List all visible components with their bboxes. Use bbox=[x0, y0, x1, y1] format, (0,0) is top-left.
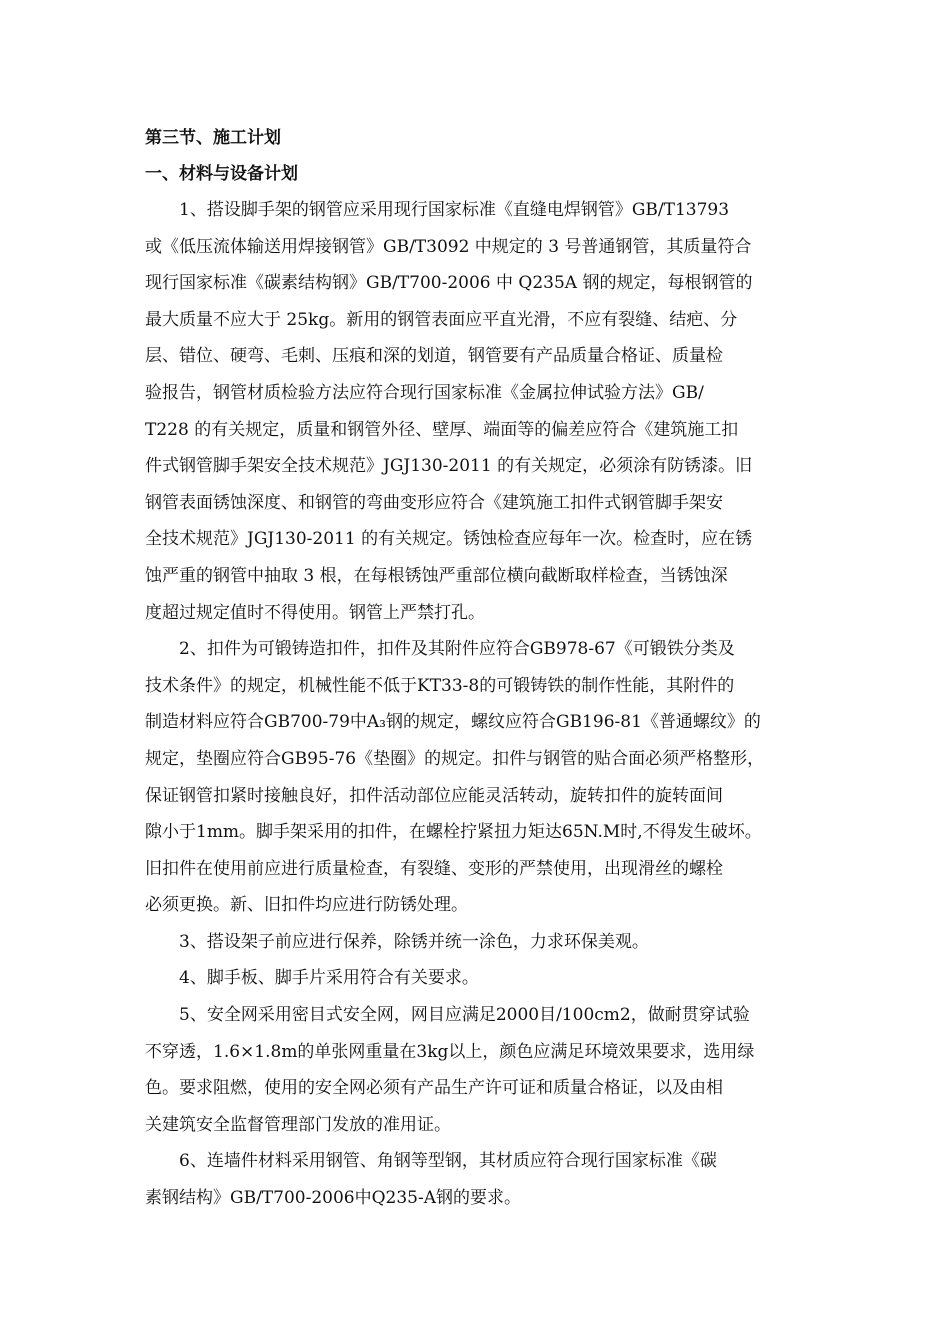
paragraph-line: 1、搭设脚手架的钢管应采用现行国家标准《直缝电焊钢管》GB/T13793 bbox=[179, 200, 730, 220]
paragraph-line: 规定，垫圈应符合GB95-76《垫圈》的规定。扣件与钢管的贴合面必须严格整形， bbox=[145, 748, 765, 769]
paragraph-1 bbox=[145, 192, 825, 631]
paragraph-line: 技术条件》的规定，机械性能不低于KT33-8的可锻铸铁的制作性能，其附件的 bbox=[145, 675, 735, 696]
paragraph-line: 4、脚手板、脚手片采用符合有关要求。 bbox=[179, 968, 479, 989]
paragraph-line: 素钢结构》GB/T700-2006中Q235-A钢的要求。 bbox=[145, 1188, 521, 1209]
paragraph-line: 隙小于1mm。脚手架采用的扣件，在螺栓拧紧扭力矩达65N.M时,不得发生破坏。 bbox=[145, 822, 762, 843]
paragraph-line: 制造材料应符合GB700-79中A₃钢的规定，螺纹应符合GB196-81《普通螺纹》的 bbox=[145, 712, 761, 733]
paragraph-line: 度超过规定值时不得使用。钢管上严禁打孔。 bbox=[145, 602, 485, 623]
paragraph-line: 色。要求阻燃，使用的安全网必须有产品生产许可证和质量合格证，以及由相 bbox=[145, 1078, 723, 1099]
subsection-title: 一、材料与设备计划 bbox=[145, 164, 298, 184]
paragraph-line: 必须更换。新、旧扣件均应进行防锈处理。 bbox=[145, 895, 468, 916]
paragraph-6 bbox=[145, 1143, 825, 1216]
paragraph-line: 件式钢管脚手架安全技术规范》JGJ130-2011 的有关规定，必须涂有防锈漆。旧 bbox=[145, 456, 753, 477]
paragraph-line: 关建筑安全监督管理部门发放的准用证。 bbox=[145, 1114, 451, 1135]
paragraph-line: 全技术规范》JGJ130-2011 的有关规定。锈蚀检查应每年一次。检查时，应在锈 bbox=[145, 529, 753, 550]
paragraph-line: 或《低压流体输送用焊接钢管》GB/T3092 中规定的 3 号普通钢管，其质量符合 bbox=[145, 236, 752, 257]
paragraph-3 bbox=[145, 924, 825, 961]
paragraph-line: 5、安全网采用密目式安全网，网目应满足2000目/100cm2，做耐贯穿试验 bbox=[179, 1005, 750, 1026]
paragraph-line: 最大质量不应大于 25kg。新用的钢管表面应平直光滑，不应有裂缝、结疤、分 bbox=[145, 309, 738, 330]
paragraph-5 bbox=[145, 997, 825, 1143]
paragraph-line: 现行国家标准《碳素结构钢》GB/T700-2006 中 Q235A 钢的规定，每根钢管的 bbox=[145, 273, 753, 294]
paragraph-line: 2、扣件为可锻铸造扣件，扣件及其附件应符合GB978-67《可锻铁分类及 bbox=[179, 639, 735, 660]
paragraph-2 bbox=[145, 631, 825, 924]
section-title: 第三节、施工计划 bbox=[145, 128, 281, 148]
paragraph-line: 不穿透，1.6×1.8m的单张网重量在3kg以上，颜色应满足环境效果要求，选用绿 bbox=[145, 1041, 755, 1062]
paragraph-line: 3、搭设架子前应进行保养，除锈并统一涂色，力求环保美观。 bbox=[179, 931, 649, 952]
paragraph-line: 6、连墙件材料采用钢管、角钢等型钢，其材质应符合现行国家标准《碳 bbox=[179, 1151, 717, 1172]
paragraph-line: 保证钢管扣紧时接触良好，扣件活动部位应能灵活转动，旋转扣件的旋转面间 bbox=[145, 785, 723, 806]
document-body bbox=[145, 120, 825, 1217]
paragraph-line: 钢管表面锈蚀深度、和钢管的弯曲变形应符合《建筑施工扣件式钢管脚手架安 bbox=[145, 492, 723, 513]
paragraph-line: T228 的有关规定，质量和钢管外径、壁厚、端面等的偏差应符合《建筑施工扣 bbox=[145, 419, 739, 440]
paragraph-4 bbox=[145, 960, 825, 997]
paragraph-line: 蚀严重的钢管中抽取 3 根，在每根锈蚀严重部位横向截断取样检查，当锈蚀深 bbox=[145, 565, 728, 586]
paragraph-line: 层、错位、硬弯、毛刺、压痕和深的划道，钢管要有产品质量合格证、质量检 bbox=[145, 346, 723, 367]
paragraph-line: 验报告，钢管材质检验方法应符合现行国家标准《金属拉伸试验方法》GB/ bbox=[145, 382, 704, 403]
paragraph-line: 旧扣件在使用前应进行质量检查，有裂缝、变形的严禁使用，出现滑丝的螺栓 bbox=[145, 858, 723, 879]
